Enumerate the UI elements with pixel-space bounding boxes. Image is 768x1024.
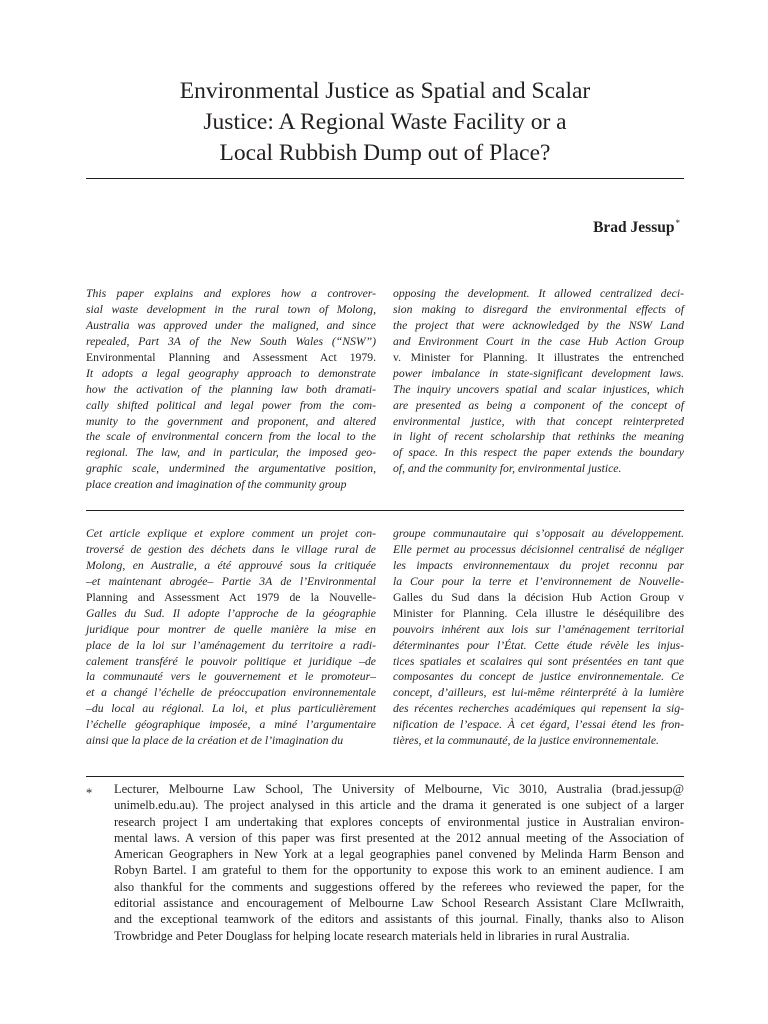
abstract-line: and Environment Court in the case Hub Action Group: [393, 334, 684, 348]
abstract-line: Planning and Assessment Act 1979 de la Nouvelle-: [86, 590, 376, 604]
abstract-line: groupe communautaire qui s’opposait au développement.: [393, 527, 684, 540]
abstract-line: are presented as being a component of the concept of: [393, 398, 684, 412]
abstract-line: –et maintenant abrogée– Partie 3A de l’Environmental: [86, 574, 376, 588]
abstract-line: Galles du Sud dans la décision Hub Action Group v: [393, 590, 684, 604]
abstract-line: tices spatiales et scalaires qui sont présentées en tant que: [393, 654, 684, 668]
footnote-line: Robyn Bartel. I am grateful to them for the opportunity to expose this work to an eminent audience. I am: [114, 863, 684, 878]
abstract-line: nification de l’espace. À cet égard, l’essai étend les fron-: [393, 718, 684, 732]
abstract-line: Elle permet au processus décisionnel centralisé de négliger: [393, 542, 684, 556]
footnote-line: and the exceptional teamwork of the editors and assistants of this journal. Finally, thanks also to Alison: [114, 912, 684, 927]
abstract-line: sion making to disregard the environmental effects of: [393, 302, 684, 316]
abstract-line: power imbalance in state-significant development laws.: [393, 366, 684, 380]
abstract-divider: [86, 510, 684, 511]
abstract-line: concept, d’ailleurs, est lui-même réinterprété à la lumière: [393, 686, 684, 700]
abstract-fr-right: [393, 526, 684, 749]
abstract-line: of space. In this respect the paper extends the boundary: [393, 446, 684, 460]
abstract-line: Minister for Planning. Cela illustre le déséquilibre des: [393, 606, 684, 620]
abstract-line: how the activation of the planning law both dramati-: [86, 382, 376, 396]
abstract-line: les impacts environnementaux du projet reconnu par: [393, 558, 684, 572]
abstract-line: munity to the government and proponent, and altered: [86, 414, 376, 428]
abstract-line: Cet article explique et explore comment un projet con-: [86, 527, 376, 540]
abstract-line: repealed, Part 3A of the New South Wales (“NSW”): [86, 334, 376, 348]
footnote-line: unimelb.edu.au). The project analysed in this article and the drama it generated is one subject of a larger: [114, 798, 684, 813]
footnote-line: mental laws. A version of this paper was first presented at the 2012 annual meeting of the Association of: [114, 830, 684, 845]
footnote-line: also thankful for the comments and suggestions offered by the referees who reviewed the paper, for the: [114, 879, 684, 894]
abstract-line: pouvoirs inhérent aux lois sur l’aménagement territorial: [393, 622, 684, 636]
abstract-line: Australia was approved under the maligned, and since: [86, 318, 376, 332]
abstract-line: et a changé l’échelle de préoccupation environnementale: [86, 686, 376, 700]
abstract-line: the project that were acknowledged by the NSW Land: [393, 318, 684, 332]
abstract-line: opposing the development. It allowed centralized deci-: [393, 287, 684, 300]
abstract-line: la communauté vers le gouvernement et le promoteur–: [86, 670, 376, 684]
abstract-line: The inquiry uncovers spatial and scalar injustices, which: [393, 382, 684, 396]
abstract-line: graphic scale, undermined the argumentative position,: [86, 462, 376, 476]
footnote-divider: [86, 776, 684, 777]
abstract-line: troversé de gestion des déchets dans le village rural de: [86, 542, 376, 556]
abstract-line: la Cour pour la terre et l’environnement de Nouvelle-: [393, 574, 684, 588]
abstract-line: regional. The law, and in particular, the imposed geo-: [86, 446, 376, 460]
abstract-line: sial waste development in the rural town of Molong,: [86, 302, 376, 316]
title-line: Environmental Justice as Spatial and Scalar: [179, 78, 591, 104]
abstract-line: Environmental Planning and Assessment Act 1979.: [86, 350, 376, 364]
abstract-line: Galles du Sud. Il adopte l’approche de la géographie: [86, 606, 376, 620]
abstract-line: composantes du concept de justice environnementale. Ce: [393, 670, 684, 684]
abstract-line: déterminantes pour l’État. Cette étude révèle les injus-: [393, 638, 684, 652]
author-footnote-mark: *: [675, 218, 680, 228]
title-divider: [86, 178, 684, 179]
abstract-en-right: [393, 286, 684, 477]
footnote-mark: *: [86, 786, 93, 800]
abstract-line: Molong, en Australie, a été approuvé sous la critiquée: [86, 558, 376, 572]
abstract-line: of, and the community for, environmental justice.: [393, 462, 622, 476]
abstract-line: des récentes recherches académiques qui repensent la sig-: [393, 702, 684, 716]
abstract-line: calement transféré le pouvoir politique et juridique –de: [86, 654, 376, 668]
abstract-line: –du local au régional. La loi, et plus particulièrement: [86, 702, 376, 716]
abstract-line: v. Minister for Planning. It illustrates the entrenched: [393, 350, 684, 364]
abstract-line: in light of recent scholarship that rethinks the meaning: [393, 430, 684, 444]
footnote: [114, 781, 684, 944]
title-line: Justice: A Regional Waste Facility or a: [203, 109, 567, 135]
footnote-line: editorial assistance and encouragement of Melbourne Law School Research Assistant Clare McIlwraith,: [114, 896, 684, 911]
author-byline: [593, 218, 680, 237]
abstract-line: the scale of environmental concern from the local to the: [86, 430, 376, 444]
abstract-line: It adopts a legal geography approach to demonstrate: [86, 366, 376, 380]
abstract-line: environmental justice, with that concept reinterpreted: [393, 414, 684, 428]
abstract-line: l’échelle géographique imposée, a miné l’argumentaire: [86, 718, 376, 732]
footnote-line: Trowbridge and Peter Douglass for helping locate research materials held in libraries in rural Australia.: [114, 928, 630, 943]
abstract-fr-left: [86, 526, 376, 749]
abstract-line: ainsi que la place de la création et de l’imagination du: [86, 734, 344, 748]
abstract-line: tières, et la communauté, de la justice environnementale.: [393, 734, 659, 748]
abstract-line: This paper explains and explores how a controver-: [86, 287, 376, 300]
abstract-line: juridique pour montrer de quelle manière la mise en: [86, 622, 376, 636]
footnote-line: research project I am undertaking that explores concepts of environmental justice in Australian environ-: [114, 814, 684, 829]
abstract-line: place creation and imagination of the community group: [86, 478, 347, 492]
abstract-en-left: [86, 286, 376, 493]
paper-title: [86, 76, 684, 169]
abstract-line: cally shifted political and legal power from the com-: [86, 398, 376, 412]
footnote-line: Lecturer, Melbourne Law School, The University of Melbourne, Vic 3010, Australia (brad.jessup@: [114, 782, 684, 796]
abstract-line: place de la loi sur l’aménagement du territoire a radi-: [86, 638, 376, 652]
author-name: Brad Jessup: [593, 219, 675, 237]
title-line: Local Rubbish Dump out of Place?: [219, 140, 551, 166]
footnote-line: American Geographers in New York at a legal geographies panel convened by Melinda Harm Benson and: [114, 847, 684, 862]
